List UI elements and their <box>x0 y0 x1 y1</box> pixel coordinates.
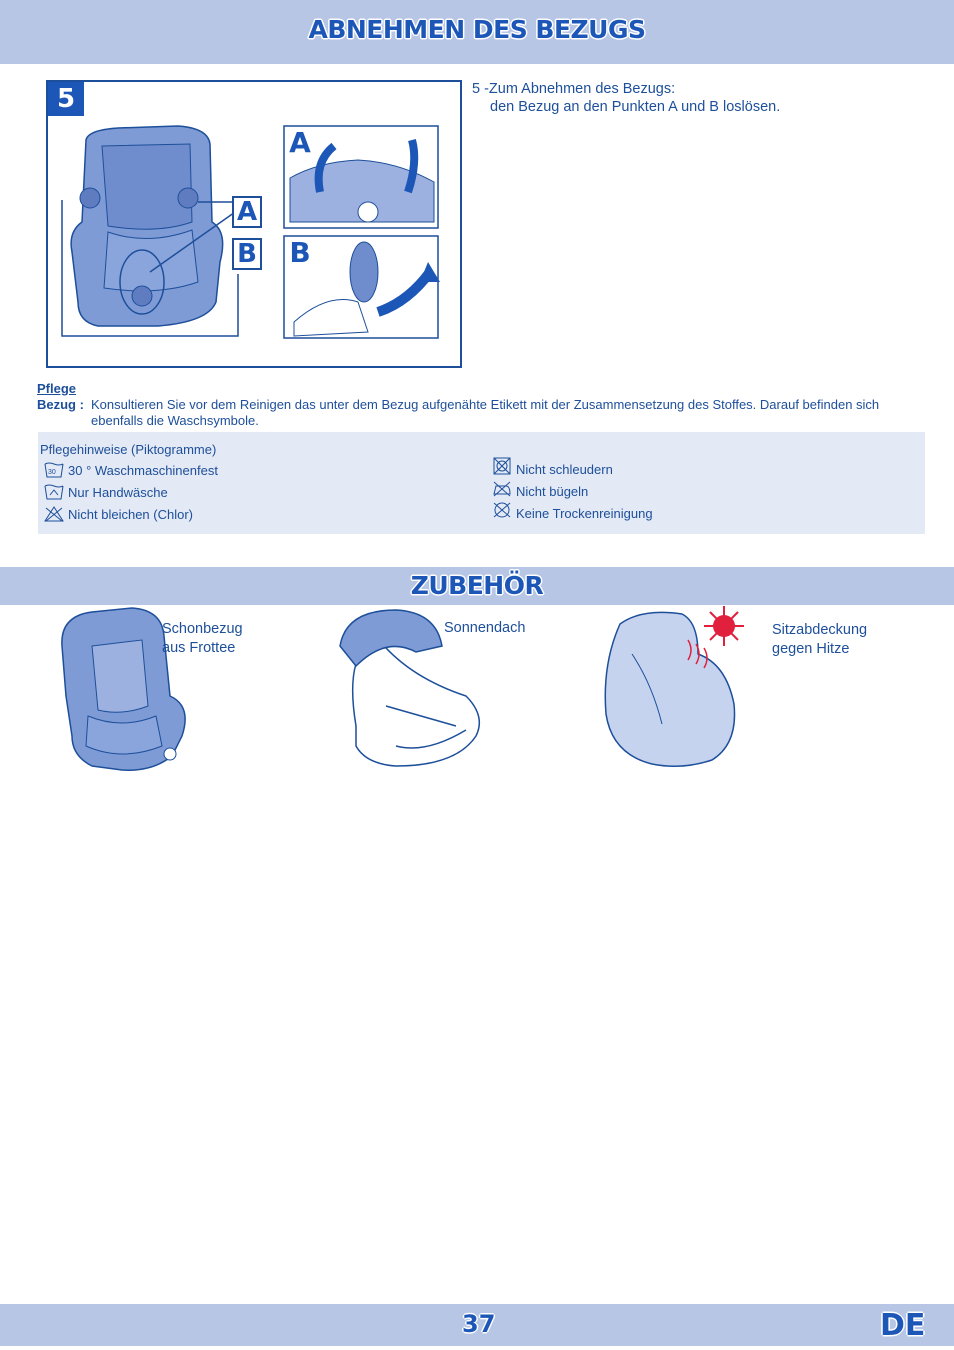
care-heading: Pflege <box>37 381 77 396</box>
accessory-line: Schonbezug <box>162 621 243 637</box>
pictogram-label: Nicht schleudern <box>516 462 613 477</box>
instruction-figure <box>46 80 462 368</box>
sun-icon <box>704 606 744 646</box>
accessory-label-heat-cover <box>772 621 867 659</box>
pictogram-row <box>492 478 588 499</box>
pictogram-label: Nicht bügeln <box>516 484 589 499</box>
pictogram-label: Keine Trockenreinigung <box>516 506 653 521</box>
no-tumble-dry-icon <box>492 457 512 475</box>
care-bezug-line-2: ebenfalls die Waschsymbole. <box>91 413 259 428</box>
pictogram-label: 30 ° Waschmaschinenfest <box>68 462 218 478</box>
accessory-label-sunshade: Sonnendach <box>444 620 526 636</box>
label-a-main: A <box>232 196 262 228</box>
accessory-line: aus Frottee <box>162 640 236 656</box>
accessory-label-terry <box>162 620 243 658</box>
page-number: 37 <box>462 1310 496 1338</box>
section-title-zubehoer: ZUBEHÖR <box>410 571 544 600</box>
pictogram-row <box>44 461 218 479</box>
pictogram-row <box>492 498 653 521</box>
step-number-badge: 5 <box>48 82 84 116</box>
no-bleach-icon <box>44 505 64 523</box>
pictogram-row <box>44 505 193 523</box>
pictogram-heading: Pflegehinweise (Piktogramme) <box>40 442 217 457</box>
care-bezug-label: Bezug : <box>37 397 84 412</box>
step-instruction <box>472 80 912 116</box>
care-bezug-text <box>91 397 931 429</box>
section-title-abnehmen: ABNEHMEN DES BEZUGS <box>308 15 646 44</box>
step-line-2: den Bezug an den Punkten A und B loslösen. <box>490 99 781 115</box>
pictogram-row <box>492 454 613 477</box>
pictogram-row <box>44 483 168 501</box>
label-a-detail: A <box>289 126 311 159</box>
no-iron-icon <box>492 480 512 498</box>
pictogram-label: Nur Handwäsche <box>68 484 168 500</box>
no-dry-clean-icon <box>492 501 512 519</box>
label-b-detail: B <box>289 236 311 269</box>
pictogram-label: Nicht bleichen (Chlor) <box>68 506 193 522</box>
label-b-main: B <box>232 238 262 270</box>
accessory-line: gegen Hitze <box>772 641 850 657</box>
heat-cover-illustration <box>602 604 752 772</box>
svg-text:30: 30 <box>48 469 56 476</box>
care-bezug-line-1: Konsultieren Sie vor dem Reinigen das unter dem Bezug aufgenähte Etikett mit der Zusammensetzung des Stoffes. Darauf befinden sich <box>91 397 880 412</box>
accessory-line: Sitzabdeckung <box>772 622 868 638</box>
wash-30-icon <box>44 461 64 479</box>
hand-wash-icon <box>44 483 64 501</box>
step-line-1: 5 -Zum Abnehmen des Bezugs: <box>472 81 676 97</box>
language-code: DE <box>880 1308 926 1343</box>
